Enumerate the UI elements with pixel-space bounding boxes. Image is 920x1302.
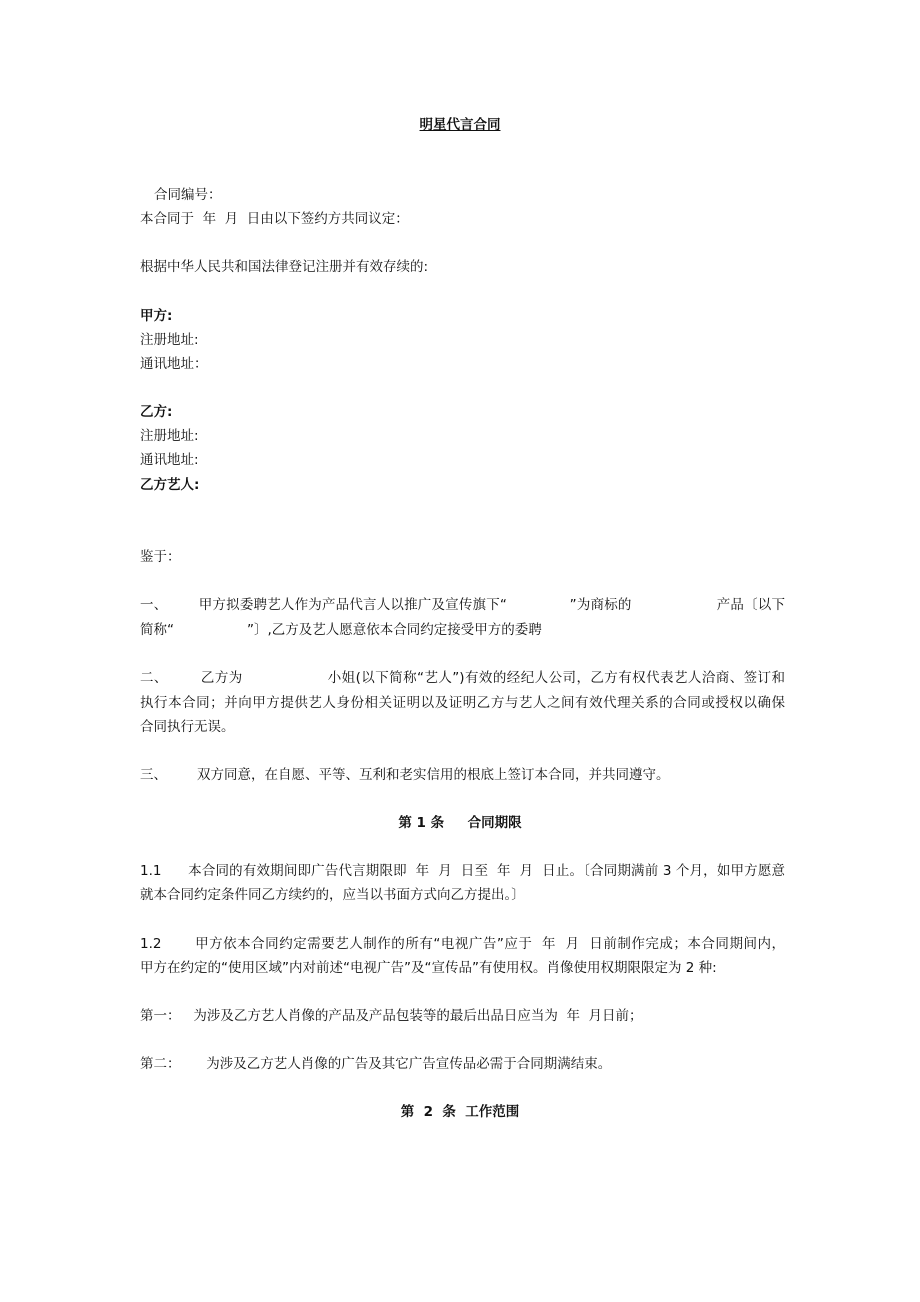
whereas-label: 鉴于：: [140, 549, 181, 565]
basis-line: 根据中华人民共和国法律登记注册并有效存续的:: [140, 259, 429, 275]
contract-number: 合同编号：: [154, 187, 222, 203]
recital-1-line-1: 一、 甲方拟委聘艺人作为产品代言人以推广及宣传旗下“ ”为商标的 产品〔以下: [140, 597, 785, 613]
recital-2-line-3: 合同执行无误。: [140, 719, 235, 735]
recital-2-line-2: 执行本合同；并向甲方提供艺人身份相关证明以及证明乙方与艺人之间有效代理关系的合同或授权以确保: [140, 695, 785, 711]
article-1-heading: 第 1 条 合同期限: [398, 815, 522, 831]
clause-second: 第二： 为涉及乙方艺人肖像的广告及其它广告宣传品必需于合同期满结束。: [140, 1056, 612, 1072]
party-b-label: 乙方:: [140, 404, 173, 420]
recital-1-line-2: 简称“ ”〕,乙方及艺人愿意依本合同约定接受甲方的委聘: [140, 622, 542, 638]
clause-1-1-line-1: 1.1 本合同的有效期间即广告代言期限即 年 月 日至 年 月 日止。〔合同期满前 3 个月，如甲方愿意: [140, 863, 785, 879]
intro-line: 本合同于 年 月 日由以下签约方共同议定：: [140, 211, 409, 227]
clause-1-1-line-2: 就本合同约定条件同乙方续约的，应当以书面方式向乙方提出。〕: [140, 887, 525, 903]
party-a-reg-address: 注册地址:: [140, 332, 199, 348]
clause-1-2-line-2: 甲方在约定的“使用区域”内对前述“电视广告”及“宣传品”有使用权。肖像使用权期限限定为 2 种:: [140, 960, 717, 976]
clause-first: 第一： 为涉及乙方艺人肖像的产品及产品包装等的最后出品日应当为 年 月日前；: [140, 1008, 643, 1024]
recital-2-line-1: 二、 乙方为 小姐(以下简称“艺人”)有效的经纪人公司，乙方有权代表艺人洽商、签订和: [140, 670, 785, 686]
party-b-mail-address: 通讯地址:: [140, 452, 199, 468]
article-2-heading: 第 2 条 工作范围: [400, 1104, 520, 1120]
recital-3-line-1: 三、 双方同意，在自愿、平等、互利和老实信用的根底上签订本合同，并共同遵守。: [140, 767, 670, 783]
party-a-mail-address: 通讯地址：: [140, 356, 208, 372]
clause-1-2-line-1: 1.2 甲方依本合同约定需要艺人制作的所有“电视广告”应于 年 月 日前制作完成；本合同期间内，: [140, 936, 785, 952]
document-title: 明星代言合同: [419, 117, 501, 133]
party-b-artist: 乙方艺人:: [140, 477, 200, 493]
party-b-reg-address: 注册地址:: [140, 428, 199, 444]
party-a-label: 甲方:: [140, 308, 173, 324]
